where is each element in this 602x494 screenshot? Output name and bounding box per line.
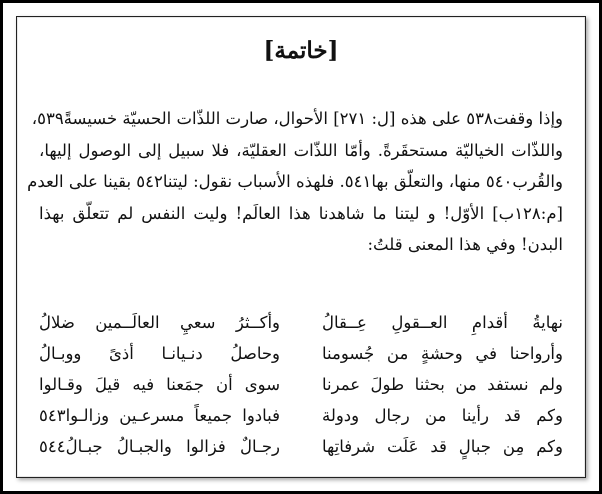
- verse-second-hemistich: سوى أن جمَعنا فيه قيلَ وقـالوا: [39, 375, 281, 394]
- section-title: [خاتمة]: [263, 37, 339, 64]
- prose-line: [م:١٢٨ب] الأوّل! و ليتنا ما شاهدنا هذا العالَم! وليت النفس لم تتعلّق بهذا: [39, 203, 563, 223]
- prose-line: البدن! وفي هذا المعنى قلتُ:: [367, 235, 563, 254]
- verse-second-hemistich: وحاصلُ دنـيانـا أذىً ووبـالُ: [39, 344, 281, 363]
- verse-second-hemistich: رجـالٌ فزالوا والجبـالُ جبـالُ٥٤٤: [39, 437, 281, 456]
- prose-line: والقُرب٥٤٠ منها، والتعلّق بها٥٤١. فلهذه الأسباب نقول: ليتنا٥٤٢ بقينا على العدم: [27, 172, 563, 191]
- page-frame: [16, 16, 586, 478]
- verse-second-hemistich: فبادوا جميعاً مسرعـين وزالـوا٥٤٣: [39, 406, 281, 425]
- verse-line: [39, 369, 563, 400]
- document-page: [17, 17, 585, 477]
- verse-first-hemistich: وكم قد رأينا من رجال ودولة: [321, 406, 563, 425]
- verse-first-hemistich: وكم مِن جبالٍ قد عَلَت شرفاتِها: [321, 437, 563, 456]
- verse-first-hemistich: ولم نستفد من بحثنا طولَ عمرنا: [321, 375, 563, 394]
- verse-first-hemistich: نهايةُ أقدامِ العــقولِ عِــقالُ: [321, 313, 563, 332]
- verse-second-hemistich: وأكــثرُ سعيِ العالَــمين ضلالُ: [39, 313, 281, 332]
- verse-line: [39, 338, 563, 369]
- verse-first-hemistich: وأرواحنا في وحشةٍ من جُسومنا: [321, 344, 563, 363]
- prose-line: واللذّات الخياليّة مستحقَرةً. وأمّا اللذّات العقليّة، فلا سبيل إلى الوصول إليها،: [39, 140, 563, 160]
- poem: [39, 307, 563, 462]
- verse-line: [39, 400, 563, 431]
- verse-line: [39, 431, 563, 462]
- prose-paragraph: [27, 103, 563, 261]
- prose-line: وإذا وقفت٥٣٨ على هذه [ل: ٢٧١] الأحوال، صارت اللذّات الحسيّة خسيسةً٥٣٩،: [31, 109, 563, 128]
- verse-line: [39, 307, 563, 338]
